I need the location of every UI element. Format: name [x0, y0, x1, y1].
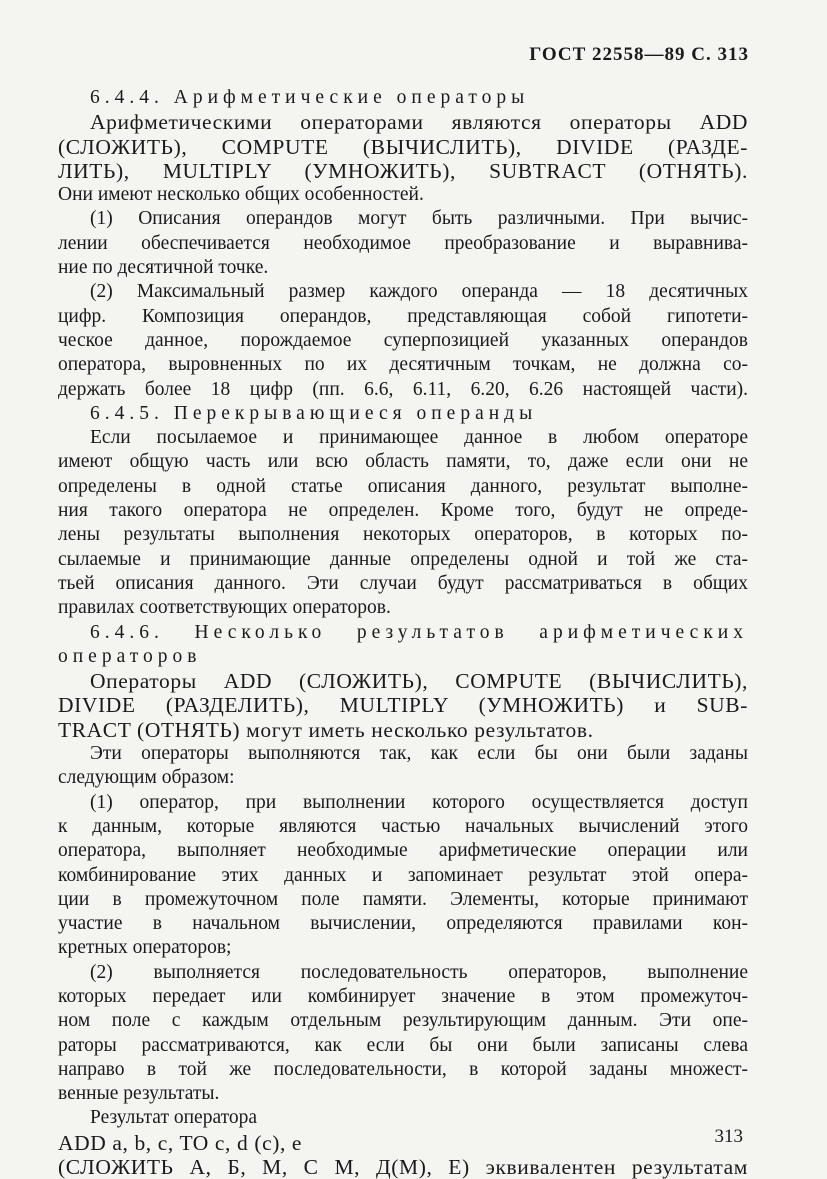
text-line: венные результаты.	[58, 1083, 220, 1105]
text-line: оператора, выполняет необходимые арифметические операции или	[58, 840, 748, 862]
text-line: Результат оператора	[90, 1107, 258, 1129]
text-line: тьей описания данного. Эти случаи будут рассматриваться в общих	[58, 572, 748, 594]
text-line: раторы рассматриваются, как если бы они были записаны слева	[58, 1034, 748, 1056]
text-line: участие в начальном вычислении, определяются правилами кон-	[58, 913, 748, 935]
text-line: имеют общую часть или всю область памяти, то, даже если они не	[58, 451, 748, 473]
text-line: лены результаты выполнения некоторых операторов, в которых по-	[58, 524, 748, 546]
text-line: Эти операторы выполняются так, как если бы они были заданы	[90, 743, 748, 765]
text-line: следующим образом:	[58, 767, 235, 789]
text-line: ние по десятичной точке.	[58, 257, 269, 279]
text-line: правилах соответствующих операторов.	[58, 597, 391, 619]
text-line: ЛИТЬ), MULTIPLY (УМНОЖИТЬ), SUBTRACT (ОТНЯТЬ).	[58, 158, 748, 183]
text-line: (2) выполняется последовательность операторов, выполнение	[90, 961, 748, 983]
text-line: кретных операторов;	[58, 937, 232, 959]
text-line: Операторы ADD (СЛОЖИТЬ), COMPUTE (ВЫЧИСЛИТЬ),	[90, 669, 748, 694]
code-example-translation: (СЛОЖИТЬ А, Б, М, С М, Д(М), Е) эквивалентен результатам	[58, 1155, 748, 1179]
text-line: сылаемые и принимающие данные определены одной и той же ста-	[58, 548, 748, 570]
text-line: ния такого оператора не определен. Кроме того, будут не опреде-	[58, 500, 748, 522]
text-line: оператора, выровненных по их десятичным точкам, не должна со-	[58, 354, 748, 376]
code-example: ADD a, b, c, TO c, d (c), e	[58, 1130, 303, 1155]
text-line: комбинирование этих данных и запоминает результат этой опера-	[58, 864, 748, 886]
text-line: Если посылаемое и принимающее данное в любом операторе	[90, 427, 748, 449]
section-heading-6-4-4: 6.4.4. Арифметические операторы	[90, 87, 530, 108]
text-line: (2) Максимальный размер каждого операнда — 18 десятичных	[90, 281, 748, 303]
document-body	[58, 86, 748, 1179]
text-line: которых передает или комбинирует значение в этом промежуточ-	[58, 985, 748, 1007]
text-line: (1) оператор, при выполнении которого осуществляется доступ	[90, 791, 748, 813]
section-heading-6-4-6-cont: операторов	[58, 645, 202, 667]
text-line: ном поле с каждым отдельным результирующим данным. Эти опе-	[58, 1010, 748, 1032]
text-line: определены в одной статье описания данного, результат выполне-	[58, 475, 748, 497]
section-heading-6-4-5: 6.4.5. Перекрывающиеся операнды	[90, 402, 538, 424]
page-header: ГОСТ 22558—89 С. 313	[529, 44, 749, 65]
text-line: цифр. Композиция операндов, представляющая собой гипотети-	[58, 305, 748, 327]
section-heading-6-4-6: 6.4.6. Несколько результатов арифметических	[90, 621, 748, 643]
text-line: DIVIDE (РАЗДЕЛИТЬ), MULTIPLY (УМНОЖИТЬ) и SUB-	[58, 693, 748, 718]
text-line: Они имеют несколько общих особенностей.	[58, 184, 424, 206]
page-number: 313	[714, 1126, 743, 1147]
text-line: к данным, которые являются частью начальных вычислений этого	[58, 815, 748, 837]
text-line: Арифметическими операторами являются операторы ADD	[90, 110, 748, 135]
text-line: (1) Описания операндов могут быть различными. При вычис-	[90, 208, 748, 230]
text-line: ции в промежуточном поле памяти. Элементы, которые принимают	[58, 888, 748, 910]
text-line: (СЛОЖИТЬ), COMPUTE (ВЫЧИСЛИТЬ), DIVIDE (РАЗДЕ-	[58, 134, 748, 159]
text-line: TRACT (ОТНЯТЬ) могут иметь несколько результатов.	[58, 717, 594, 742]
text-line: лении обеспечивается необходимое преобразование и выравнива-	[58, 232, 748, 254]
text-line: направо в той же последовательности, в которой заданы множест-	[58, 1058, 748, 1080]
text-line: держать более 18 цифр (пп. 6.6, 6.11, 6.20, 6.26 настоящей части).	[58, 378, 748, 400]
text-line: ческое данное, порождаемое суперпозицией указанных операндов	[58, 329, 748, 351]
